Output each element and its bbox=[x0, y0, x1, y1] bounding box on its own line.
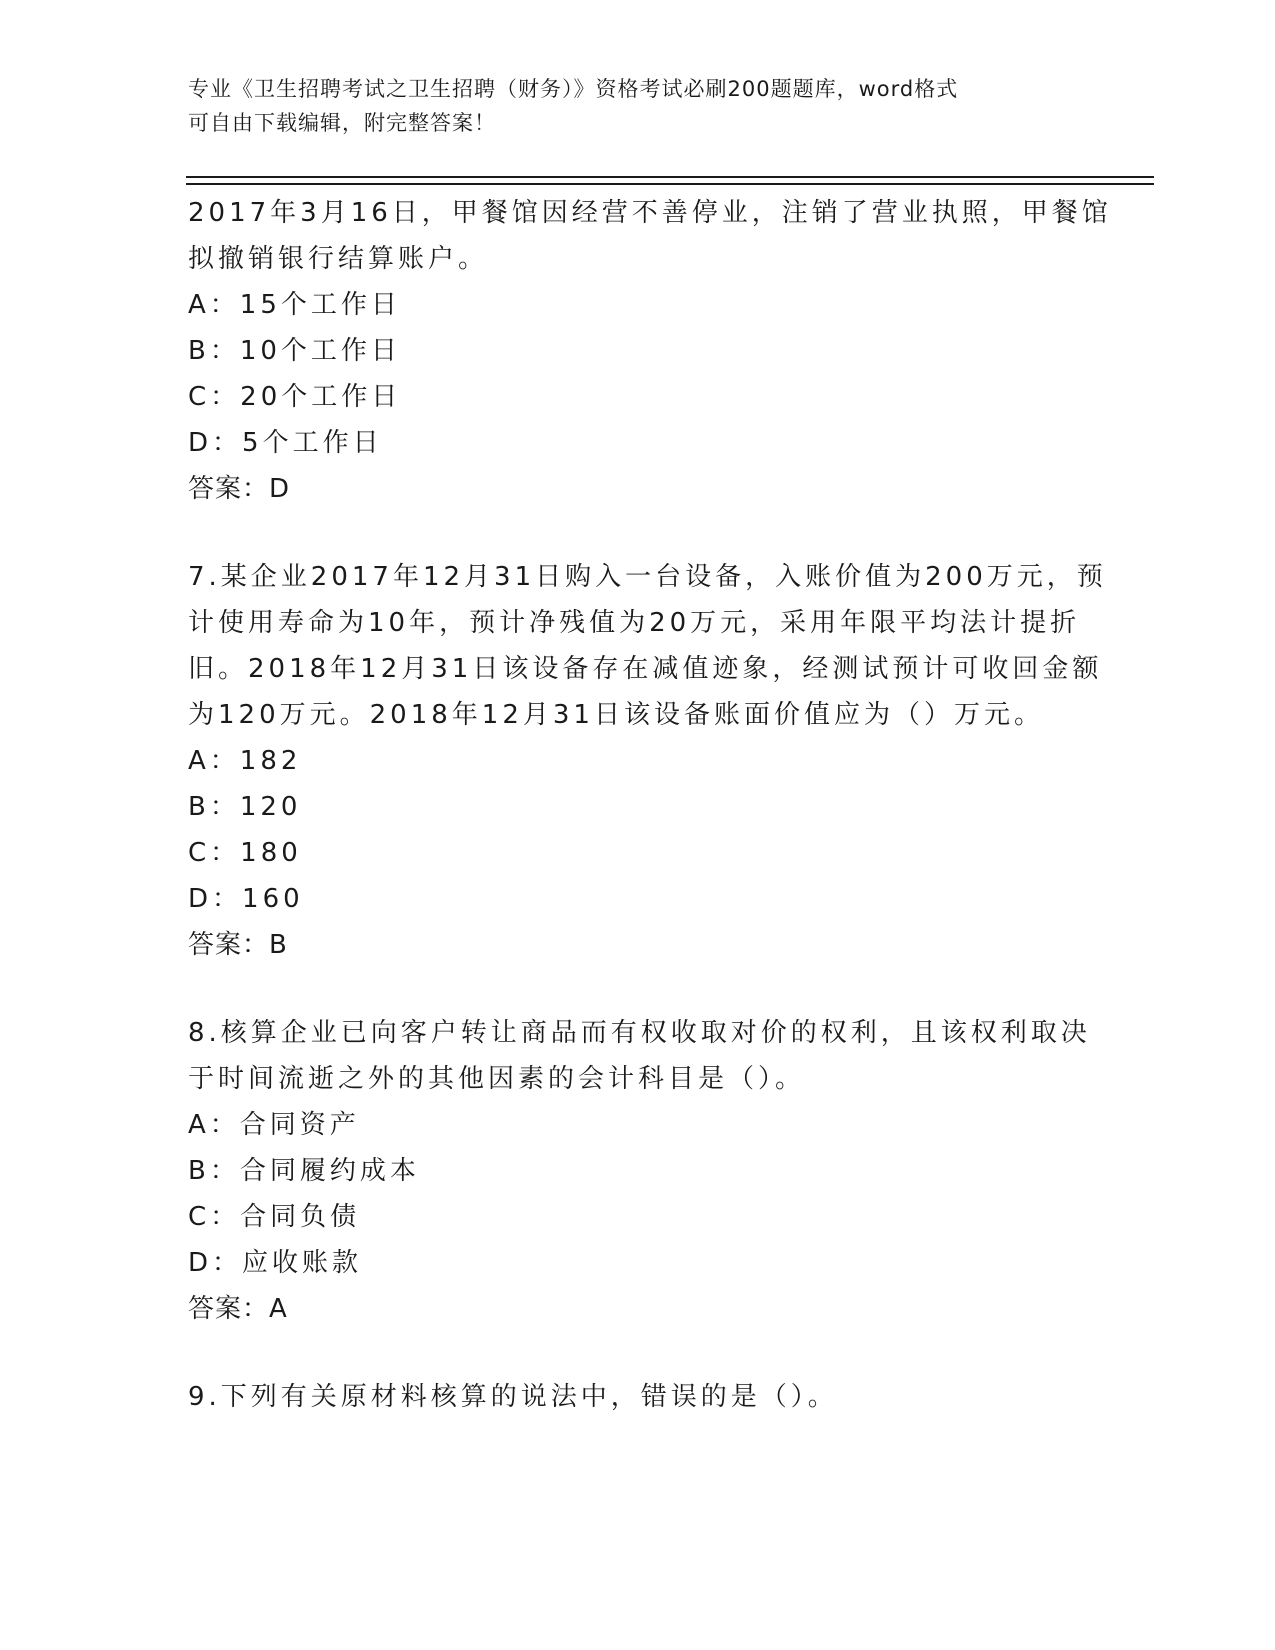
option-b: B：120 bbox=[188, 792, 302, 822]
question-7 bbox=[188, 554, 1107, 968]
option-d: D：应收账款 bbox=[188, 1248, 363, 1278]
header-title-line-2: 可自由下载编辑，附完整答案！ bbox=[188, 111, 496, 135]
option-b: B：10个工作日 bbox=[188, 336, 401, 366]
question-6 bbox=[188, 190, 1112, 512]
question-stem-line: 9.下列有关原材料核算的说法中，错误的是（）。 bbox=[188, 1382, 838, 1412]
question-stem-line: 8.核算企业已向客户转让商品而有权收取对价的权利，且该权利取决 bbox=[188, 1018, 1091, 1048]
question-spacer bbox=[188, 1332, 1088, 1374]
question-stem-line: 7.某企业2017年12月31日购入一台设备，入账价值为200万元，预 bbox=[188, 562, 1107, 592]
answer-line: 答案：A bbox=[188, 1294, 288, 1324]
header-divider-bottom bbox=[186, 183, 1154, 185]
option-a: A：182 bbox=[188, 746, 302, 776]
question-8 bbox=[188, 1010, 1091, 1332]
question-stem-line: 为120万元。2018年12月31日该设备账面价值应为（）万元。 bbox=[188, 700, 1044, 730]
option-b: B：合同履约成本 bbox=[188, 1156, 420, 1186]
question-stem-line: 2017年3月16日，甲餐馆因经营不善停业，注销了营业执照，甲餐馆 bbox=[188, 198, 1112, 228]
header-title-line-1: 专业《卫生招聘考试之卫生招聘（财务）》资格考试必刷200题题库，word格式 bbox=[188, 77, 959, 101]
option-c: C：180 bbox=[188, 838, 302, 868]
question-spacer bbox=[188, 968, 1088, 1010]
option-d: D：5个工作日 bbox=[188, 428, 383, 458]
question-9 bbox=[188, 1374, 1088, 1420]
option-a: A：合同资产 bbox=[188, 1110, 360, 1140]
question-stem-line: 旧。2018年12月31日该设备存在减值迹象，经测试预计可收回金额 bbox=[188, 654, 1103, 684]
answer-line: 答案：D bbox=[188, 474, 291, 504]
question-spacer bbox=[188, 512, 1088, 554]
option-d: D：160 bbox=[188, 884, 304, 914]
question-stem-line: 于时间流逝之外的其他因素的会计科目是（）。 bbox=[188, 1064, 806, 1094]
option-c: C：20个工作日 bbox=[188, 382, 402, 412]
option-c: C：合同负债 bbox=[188, 1202, 361, 1232]
answer-line: 答案：B bbox=[188, 930, 288, 960]
document-header bbox=[188, 72, 1068, 140]
option-a: A：15个工作日 bbox=[188, 290, 401, 320]
question-list bbox=[188, 190, 1112, 1420]
question-stem-line: 计使用寿命为10年，预计净残值为20万元，采用年限平均法计提折 bbox=[188, 608, 1081, 638]
header-divider-top bbox=[186, 176, 1154, 178]
question-stem-line: 拟撤销银行结算账户。 bbox=[188, 244, 489, 274]
